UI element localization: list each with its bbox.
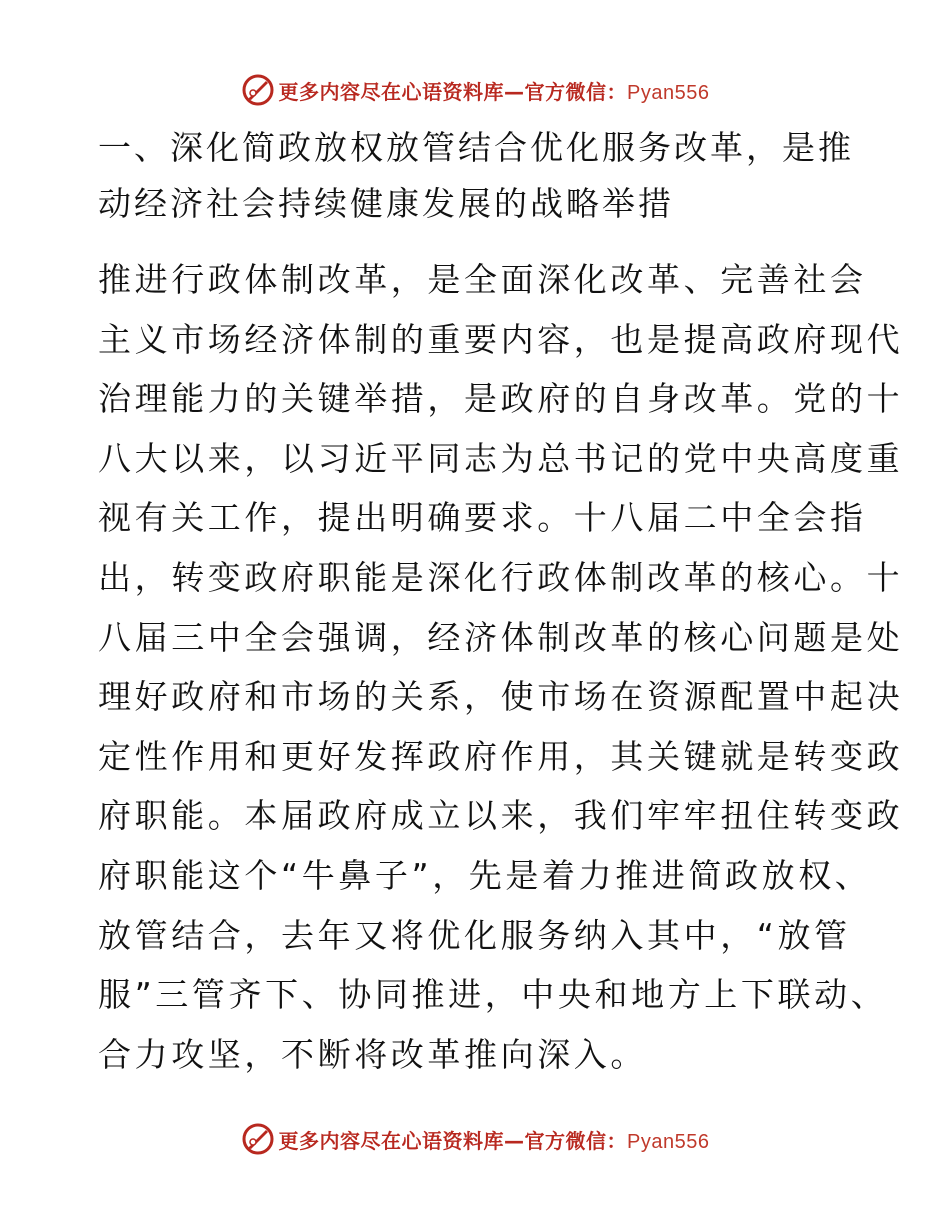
quill-logo-icon <box>241 73 275 107</box>
heading-line: 一、深化简政放权放管结合优化服务改革，是推 <box>98 128 854 167</box>
footer-banner <box>0 1119 950 1159</box>
banner-text: 更多内容尽在心语资料库—官方微信：Pyan556 <box>278 79 710 104</box>
paragraph-line: 合力攻坚，不断将改革推向深入。 <box>98 1034 647 1074</box>
paragraph-line: 放管结合，去年又将优化服务纳入其中，“放管 <box>98 915 851 955</box>
paragraph-line: 府职能。本届政府成立以来，我们牢牢扭住转变政 <box>98 796 904 836</box>
paragraph-line: 理好政府和市场的关系，使市场在资源配置中起决 <box>98 677 904 717</box>
paragraph-line: 府职能这个“牛鼻子”，先是着力推进简政放权、 <box>98 855 872 895</box>
banner-account: Pyan556 <box>627 1130 710 1153</box>
banner-text: 更多内容尽在心语资料库—官方微信：Pyan556 <box>278 1128 710 1153</box>
header-banner <box>0 70 950 110</box>
paragraph-line: 视有关工作，提出明确要求。十八届二中全会指 <box>98 498 867 538</box>
paragraph-line: 八大以来，以习近平同志为总书记的党中央高度重 <box>98 438 904 478</box>
paragraph-line: 推进行政体制改革，是全面深化改革、完善社会 <box>98 260 867 299</box>
heading-line: 动经济社会持续健康发展的战略举措 <box>98 184 674 223</box>
paragraph-line: 出，转变政府职能是深化行政体制改革的核心。十 <box>98 557 904 597</box>
paragraph-line: 八届三中全会强调，经济体制改革的核心问题是处 <box>98 617 904 657</box>
paragraph-line: 服”三管齐下、协同推进，中央和地方上下联动、 <box>98 975 888 1015</box>
paragraph-line: 主义市场经济体制的重要内容，也是提高政府现代 <box>98 319 904 359</box>
body-paragraph <box>98 250 904 1084</box>
paragraph-line: 定性作用和更好发挥政府作用，其关键就是转变政 <box>98 736 904 776</box>
quill-logo-icon <box>241 1122 275 1156</box>
section-heading <box>98 120 858 232</box>
paragraph-line: 治理能力的关键举措，是政府的自身改革。党的十 <box>98 379 904 419</box>
banner-account: Pyan556 <box>627 81 710 104</box>
